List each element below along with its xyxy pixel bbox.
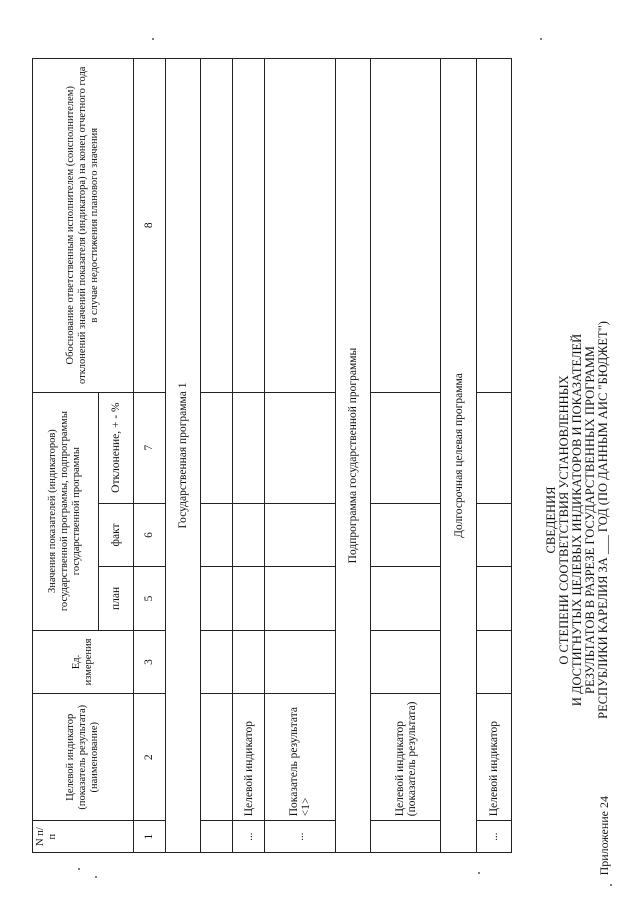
row-dots: ...: [233, 821, 265, 853]
header-plan: план: [98, 567, 133, 631]
table-row: [370, 59, 440, 853]
header-fact: факт: [98, 503, 133, 567]
table-row: [476, 59, 511, 853]
header-unit: Ед. измерения: [33, 630, 134, 694]
title-line: РЕСПУБЛИКИ КАРЕЛИЯ ЗА ___ ГОД (ПО ДАННЫМ АИС "БЮДЖЕТ"): [596, 321, 610, 719]
title-line: И ДОСТИГНУТЫХ ЦЕЛЕВЫХ ИНДИКАТОРОВ И ПОКАЗАТЕЛЕЙ: [570, 333, 584, 707]
section-long-term: Долгосрочная целевая программа: [441, 59, 476, 853]
col-number: 5: [133, 567, 165, 631]
header-values-group: Значения показателей (индикаторов) государственной программы, подпрограммы государственной программы: [33, 392, 99, 630]
scan-speck: [478, 872, 480, 874]
col-number: 8: [133, 59, 165, 393]
section-state-program: Государственная программа 1: [165, 59, 200, 853]
col-number: 3: [133, 630, 165, 694]
section-row: [165, 59, 200, 853]
header-justification: Обоснование ответственным исполнителем (соисполнителем) отклонений значений показателя (индикатора) на конец отчетного года в случае недостижения планового значения: [33, 59, 134, 393]
column-numbers-row: [133, 59, 165, 853]
section-row: [441, 59, 476, 853]
section-subprogram: Подпрограмма государственной программы: [335, 59, 370, 853]
row-label: Целевой индикатор (показатель результата): [370, 694, 440, 821]
scan-speck: [78, 868, 80, 870]
table-header-row: [33, 59, 99, 853]
scan-speck: [610, 884, 612, 886]
col-number: 1: [133, 821, 165, 853]
appendix-label: Приложение 24: [597, 795, 611, 875]
scan-speck: [540, 38, 542, 40]
title-line: РЕЗУЛЬТАТОВ В РАЗРЕЗЕ ГОСУДАРСТВЕННЫХ ПРОГРАММ: [583, 346, 597, 694]
table-row: [265, 59, 335, 853]
title-line: О СТЕПЕНИ СООТВЕТСТВИЯ УСТАНОВЛЕННЫХ: [557, 375, 571, 665]
indicators-table: [32, 58, 512, 853]
scan-speck: [95, 876, 97, 878]
col-number: 2: [133, 694, 165, 821]
title-line: СВЕДЕНИЯ: [544, 486, 558, 554]
document-title: [545, 160, 610, 880]
scan-speck: [152, 38, 154, 40]
section-row: [335, 59, 370, 853]
row-label: Показатель результата <1>: [265, 694, 335, 821]
header-indicator: Целевой индикатор (показатель результата) (наименование): [33, 694, 134, 821]
row-label: Целевой индикатор: [233, 694, 265, 821]
header-num: N п/п: [33, 821, 134, 853]
col-number: 7: [133, 392, 165, 503]
table-row: [233, 59, 265, 853]
col-number: 6: [133, 503, 165, 567]
row-dots: ...: [265, 821, 335, 853]
header-deviation: Отклонение, + - %: [98, 392, 133, 503]
row-dots: ...: [476, 821, 511, 853]
table-row: [201, 59, 233, 853]
row-label: Целевой индикатор: [476, 694, 511, 821]
